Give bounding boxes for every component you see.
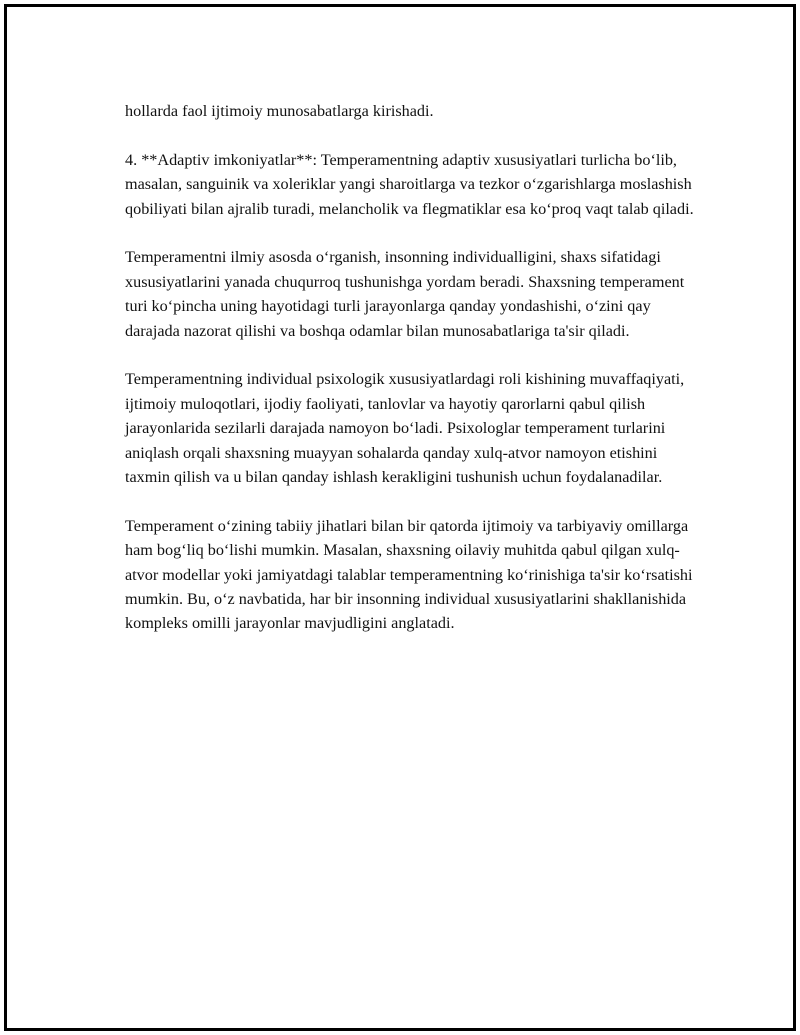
paragraph: Temperament o‘zining tabiiy jihatlari bilan bir qatorda ijtimoiy va tarbiyaviy omillarga ham bog‘liq bo‘lishi mumkin. Masalan, shaxsning oilaviy muhitda qabul qilgan xulq-atvor modellar yoki jamiyatdagi talablar temperamentning ko‘rinishiga ta'sir ko‘rsatishi mumkin. Bu, o‘z navbatida, har bir insonning individual xususiyatlarini shakllanishida kompleks omilli jarayonlar mavjudligini anglatadi. xyxy=(125,516,693,633)
paragraph: 4. **Adaptiv imkoniyatlar**: Temperamentning adaptiv xususiyatlari turlicha bo‘lib, masalan, sanguinik va xoleriklar yangi sharoitlarga va tezkor o‘zgarishlarga moslashish qobiliyati bilan ajralib turadi, melancholik va flegmatiklar esa ko‘proq vaqt talab qiladi. xyxy=(125,150,694,218)
document-body xyxy=(125,99,700,660)
paragraph: hollarda faol ijtimoiy munosabatlarga kirishadi. xyxy=(125,102,434,120)
page-frame xyxy=(4,4,796,1031)
paragraph: Temperamentni ilmiy asosda o‘rganish, insonning individualligini, shaxs sifatidagi xususiyatlarini yanada chuqurroq tushunishga yordam beradi. Shaxsning temperament turi ko‘pincha uning hayotidagi turli jarayonlarga qanday yondashishi, o‘zini qay darajada nazorat qilishi va boshqa odamlar bilan munosabatlariga ta'sir qiladi. xyxy=(125,248,685,340)
paragraph: Temperamentning individual psixologik xususiyatlardagi roli kishining muvaffaqiyati, ijtimoiy muloqotlari, ijodiy faoliyati, tanlovlar va hayotiy qarorlarni qabul qilish jarayonlarida sezilarli darajada namoyon bo‘ladi. Psixologlar temperament turlarini aniqlash orqali shaxsning muayyan sohalarda qanday xulq-atvor namoyon etishini taxmin qilish va u bilan qanday ishlash kerakligini tushunish uchun foydalanadilar. xyxy=(125,370,685,487)
